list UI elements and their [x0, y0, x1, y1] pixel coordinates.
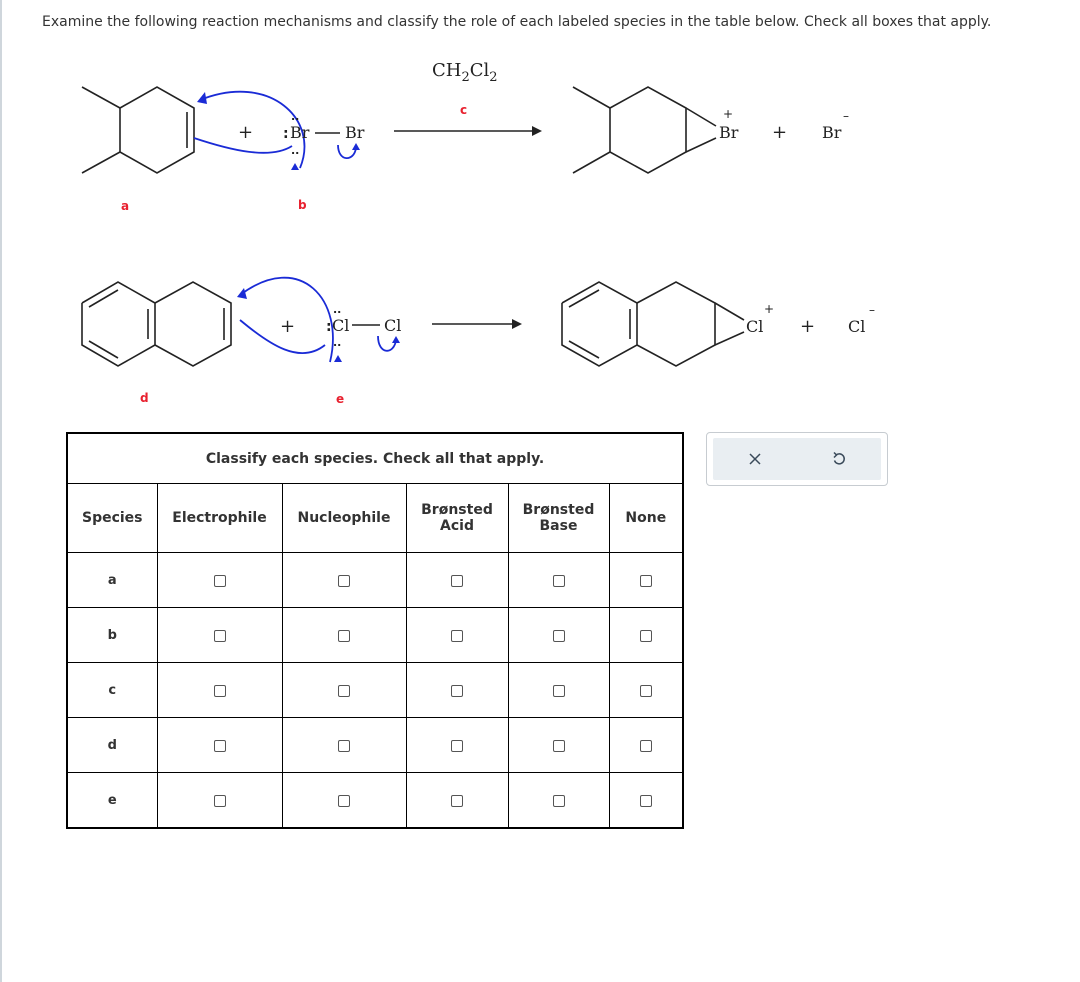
- checkbox-c-bronsted-base[interactable]: [553, 685, 565, 697]
- svg-text:..: ..: [291, 144, 300, 157]
- svg-text:–: –: [869, 303, 875, 317]
- solvent-ch2cl2: [432, 60, 498, 85]
- checkbox-a-bronsted-acid[interactable]: [451, 575, 463, 587]
- checkbox-d-none[interactable]: [640, 740, 652, 752]
- table-caption: Classify each species. Check all that apply.: [67, 433, 683, 484]
- product-plus-r2: +: [800, 316, 816, 337]
- svg-text:Br: Br: [290, 123, 310, 142]
- svg-text:Cl: Cl: [332, 316, 350, 335]
- checkbox-e-nucleophile[interactable]: [338, 795, 350, 807]
- species-label: d: [67, 718, 157, 773]
- header-bronsted-base: Brønsted Base: [508, 484, 609, 553]
- svg-text:..: ..: [333, 336, 342, 349]
- species-label: a: [67, 553, 157, 608]
- checkbox-b-bronsted-base[interactable]: [553, 630, 565, 642]
- label-c: c: [460, 103, 468, 117]
- checkbox-c-nucleophile[interactable]: [338, 685, 350, 697]
- checkbox-b-nucleophile[interactable]: [338, 630, 350, 642]
- checkbox-c-bronsted-acid[interactable]: [451, 685, 463, 697]
- chloride-anion: [848, 303, 875, 336]
- svg-text:+: +: [723, 107, 734, 121]
- checkbox-e-none[interactable]: [640, 795, 652, 807]
- clear-button[interactable]: [735, 444, 775, 474]
- svg-text:CH2Cl2: $CH_2Cl_2$: [432, 60, 498, 85]
- svg-text:..: ..: [291, 110, 300, 123]
- svg-text:..: ..: [333, 303, 342, 316]
- checkbox-e-electrophile[interactable]: [214, 795, 226, 807]
- checkbox-e-bronsted-base[interactable]: [553, 795, 565, 807]
- checkbox-d-nucleophile[interactable]: [338, 740, 350, 752]
- svg-text:+: +: [764, 302, 775, 316]
- header-none: None: [609, 484, 683, 553]
- checkbox-d-bronsted-acid[interactable]: [451, 740, 463, 752]
- classification-table: [66, 432, 684, 829]
- checkbox-a-bronsted-base[interactable]: [553, 575, 565, 587]
- chloronium-product: [562, 282, 774, 366]
- mechanism-diagram: [0, 0, 1080, 430]
- bromide-anion: [822, 109, 849, 142]
- species-label: e: [67, 773, 157, 829]
- svg-text:Cl: Cl: [848, 317, 866, 336]
- instruction-text: Examine the following reaction mechanisms and classify the role of each labeled species in the table below. Check all boxes that apply.: [42, 14, 992, 30]
- checkbox-a-nucleophile[interactable]: [338, 575, 350, 587]
- svg-text::: :: [326, 319, 332, 335]
- label-e: e: [336, 392, 345, 406]
- header-nucleophile: Nucleophile: [282, 484, 406, 553]
- checkbox-b-bronsted-acid[interactable]: [451, 630, 463, 642]
- header-electrophile: Electrophile: [157, 484, 282, 553]
- label-b: b: [298, 198, 307, 212]
- svg-text:Br: Br: [822, 123, 842, 142]
- dihydronaphthalene-d: [82, 282, 231, 366]
- checkbox-a-none[interactable]: [640, 575, 652, 587]
- svg-text:Cl: Cl: [746, 317, 764, 336]
- close-icon: [748, 452, 762, 466]
- checkbox-b-electrophile[interactable]: [214, 630, 226, 642]
- checkbox-e-bronsted-acid[interactable]: [451, 795, 463, 807]
- table-row: [67, 608, 683, 663]
- undo-icon: [831, 451, 847, 467]
- checkbox-c-electrophile[interactable]: [214, 685, 226, 697]
- svg-text:Cl: Cl: [384, 316, 402, 335]
- checkbox-b-none[interactable]: [640, 630, 652, 642]
- checkbox-d-electrophile[interactable]: [214, 740, 226, 752]
- header-bronsted-acid: Brønsted Acid: [406, 484, 508, 553]
- bromonium-product: [573, 87, 739, 173]
- plus-sign-r2: +: [280, 316, 296, 337]
- label-d: d: [140, 391, 149, 405]
- checkbox-c-none[interactable]: [640, 685, 652, 697]
- svg-text:–: –: [843, 109, 849, 123]
- header-species: Species: [67, 484, 157, 553]
- svg-text::: :: [283, 126, 289, 142]
- table-row: [67, 773, 683, 829]
- table-row: [67, 663, 683, 718]
- checkbox-d-bronsted-base[interactable]: [553, 740, 565, 752]
- plus-sign-r1: +: [238, 122, 254, 143]
- reagent-br2: [283, 110, 365, 170]
- table-row: [67, 718, 683, 773]
- undo-button[interactable]: [819, 444, 859, 474]
- checkbox-a-electrophile[interactable]: [214, 575, 226, 587]
- cyclohexene-a: [82, 87, 194, 173]
- label-a: a: [121, 199, 130, 213]
- answer-toolbox: [706, 432, 888, 486]
- table-row: [67, 553, 683, 608]
- reagent-cl2: [326, 303, 401, 362]
- species-label: b: [67, 608, 157, 663]
- svg-text:Br: Br: [719, 123, 739, 142]
- species-label: c: [67, 663, 157, 718]
- svg-text:Br: Br: [345, 123, 365, 142]
- product-plus-r1: +: [772, 122, 788, 143]
